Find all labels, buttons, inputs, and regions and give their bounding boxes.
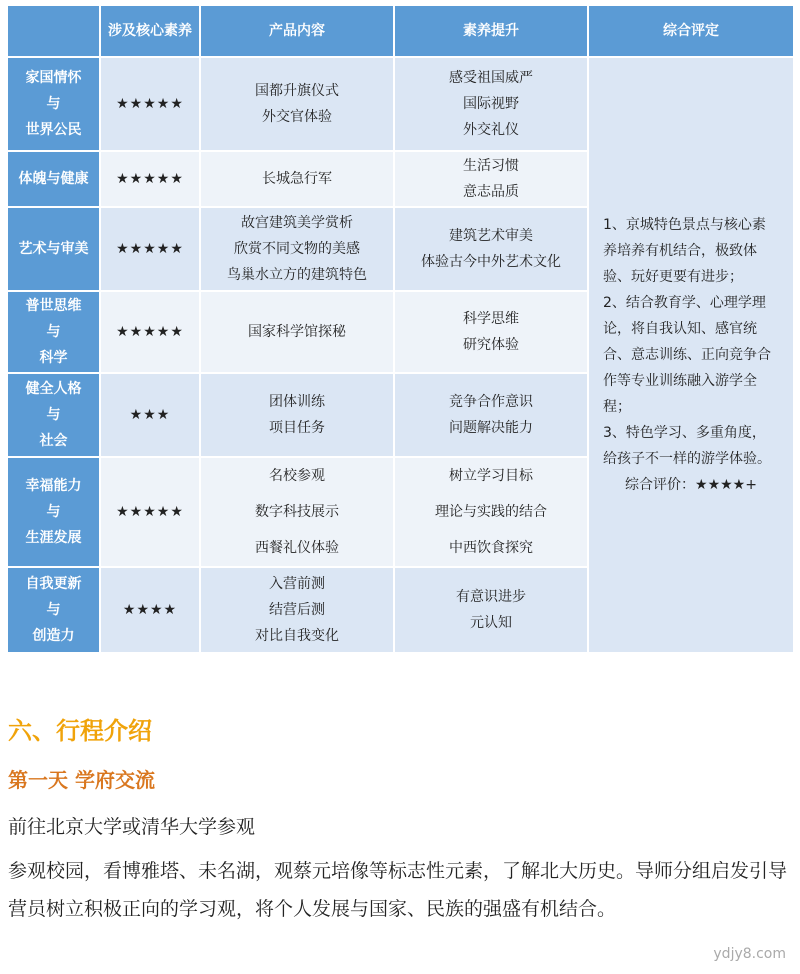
paragraph: 前往北京大学或清华大学参观 — [8, 816, 256, 838]
improvement-cell: 建筑艺术审美 体验古今中外艺术文化 — [395, 208, 587, 290]
day-title: 第一天 学府交流 — [8, 768, 155, 792]
improvement-cell: 科学思维 研究体验 — [395, 292, 587, 372]
rating-cell: ★★★ — [101, 374, 199, 456]
rating-cell: ★★★★★ — [101, 208, 199, 290]
dimension-cell: 普世思维 与 科学 — [8, 292, 99, 372]
content-cell: 团体训练 项目任务 — [201, 374, 393, 456]
table-header-row — [8, 6, 793, 56]
table-row — [8, 58, 793, 150]
header-overall-evaluation: 综合评定 — [589, 6, 793, 56]
rating-cell: ★★★★★ — [101, 292, 199, 372]
header-core-literacy: 涉及核心素养 — [101, 6, 199, 56]
summary-score: 综合评价：★★★★+ — [625, 477, 757, 493]
rating-cell: ★★★★★ — [101, 152, 199, 206]
rating-cell: ★★★★★ — [101, 458, 199, 566]
content-cell: 入营前测 结营后测 对比自我变化 — [201, 568, 393, 652]
content-cell: 国都升旗仪式 外交官体验 — [201, 58, 393, 150]
dimension-cell: 幸福能力 与 生涯发展 — [8, 458, 99, 566]
paragraph: 参观校园，看博雅塔、未名湖，观蔡元培像等标志性元素，了解北大历史。导师分组启发引导营员树立积极正向的学习观，将个人发展与国家、民族的强盛有机结合。 — [8, 860, 788, 920]
content-cell: 名校参观 数字科技展示 西餐礼仪体验 — [201, 458, 393, 566]
dimension-cell: 健全人格 与 社会 — [8, 374, 99, 456]
content-cell: 故宫建筑美学赏析 欣赏不同文物的美感 鸟巢水立方的建筑特色 — [201, 208, 393, 290]
dimension-cell: 自我更新 与 创造力 — [8, 568, 99, 652]
improvement-cell: 生活习惯 意志品质 — [395, 152, 587, 206]
watermark: ydjy8.com — [713, 946, 786, 962]
rating-cell: ★★★★ — [101, 568, 199, 652]
header-corner — [8, 6, 99, 56]
header-product-content: 产品内容 — [201, 6, 393, 56]
dimension-cell: 艺术与审美 — [8, 208, 99, 290]
literacy-matrix-table — [6, 4, 795, 654]
content-cell: 长城急行军 — [201, 152, 393, 206]
rating-cell: ★★★★★ — [101, 58, 199, 150]
summary-cell — [589, 58, 793, 652]
summary-point: 2、结合教育学、心理学理论，将自我认知、感官统合、意志训练、正向竞争合作等专业训练融入游学全程； — [603, 295, 771, 415]
section-title: 六、行程介绍 — [8, 717, 152, 745]
content-cell: 国家科学馆探秘 — [201, 292, 393, 372]
header-literacy-improvement: 素养提升 — [395, 6, 587, 56]
summary-point: 1、京城特色景点与核心素养培养有机结合，极致体验、玩好更要有进步； — [603, 217, 766, 285]
dimension-cell: 体魄与健康 — [8, 152, 99, 206]
improvement-cell: 树立学习目标 理论与实践的结合 中西饮食探究 — [395, 458, 587, 566]
dimension-cell: 家国情怀 与 世界公民 — [8, 58, 99, 150]
improvement-cell: 有意识进步 元认知 — [395, 568, 587, 652]
summary-point: 3、特色学习、多重角度，给孩子不一样的游学体验。 — [603, 425, 771, 467]
improvement-cell: 竞争合作意识 问题解决能力 — [395, 374, 587, 456]
improvement-cell: 感受祖国威严 国际视野 外交礼仪 — [395, 58, 587, 150]
